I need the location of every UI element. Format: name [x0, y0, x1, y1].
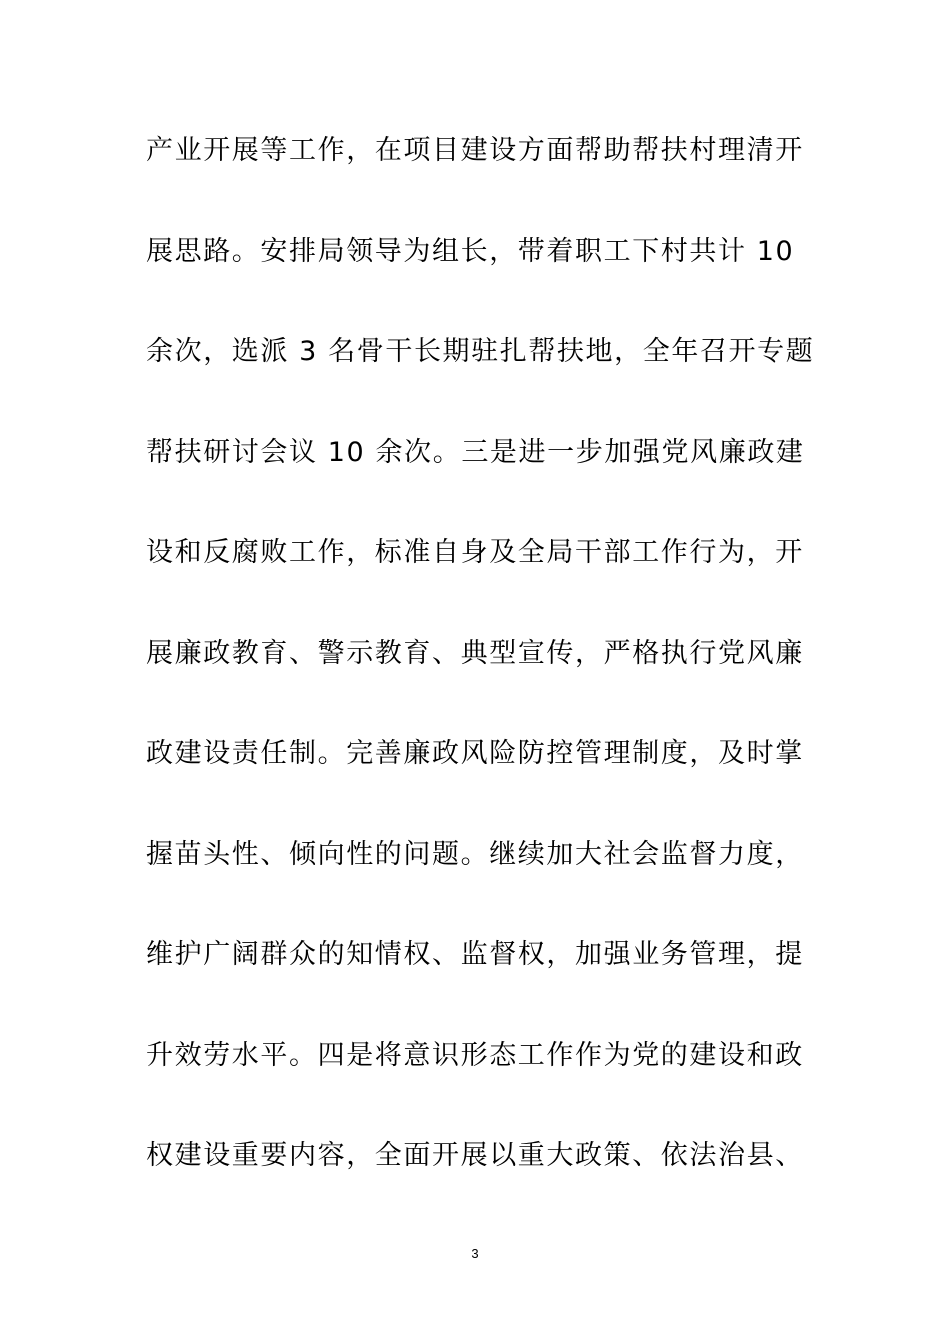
text-line: 握苗头性、倾向性的问题。继续加大社会监督力度，: [146, 838, 804, 870]
text-line: 展廉政教育、警示教育、典型宣传，严格执行党风廉: [146, 637, 804, 669]
text-line: 升效劳水平。四是将意识形态工作作为党的建设和政: [146, 1039, 804, 1071]
body-paragraph: [146, 124, 815, 1230]
text-line: 政建设责任制。完善廉政风险防控管理制度，及时掌: [146, 738, 804, 769]
text-line: 维护广阔群众的知情权、监督权，加强业务管理，提: [146, 939, 804, 970]
text-line: 余次，选派 3 名骨干长期驻扎帮扶地，全年召开专题: [146, 336, 815, 367]
text-line: 设和反腐败工作，标准自身及全局干部工作行为，开: [146, 537, 804, 568]
text-line: 产业开展等工作，在项目建设方面帮助帮扶村理清开: [146, 135, 804, 166]
page-number: 3: [471, 1246, 479, 1261]
text-line: 展思路。安排局领导为组长，带着职工下村共计 10: [146, 235, 795, 267]
text-line: 权建设重要内容，全面开展以重大政策、依法治县、: [146, 1140, 804, 1171]
text-line: 帮扶研讨会议 10 余次。三是进一步加强党风廉政建: [146, 436, 805, 468]
